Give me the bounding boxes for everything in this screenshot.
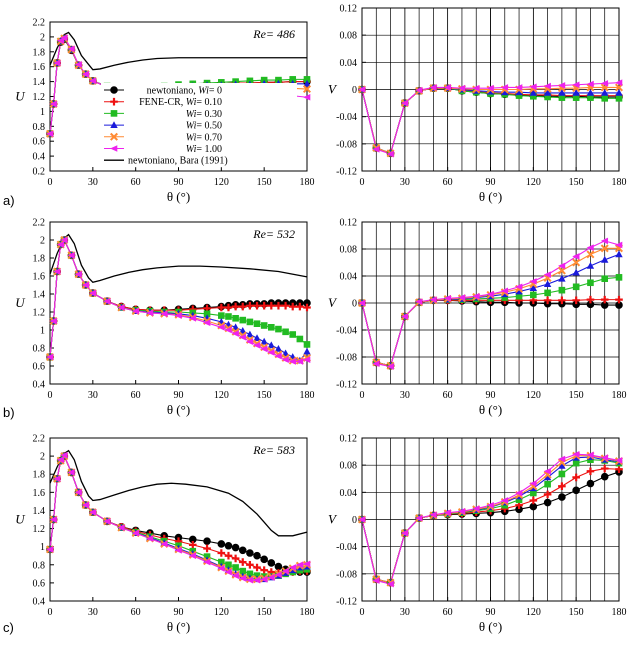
data-point: [601, 275, 608, 282]
data-point: [616, 95, 623, 102]
y-tick-label: 0.4: [32, 379, 45, 391]
series-line: [50, 456, 307, 572]
data-point: [239, 317, 246, 324]
x-axis-label: θ (°): [478, 402, 503, 417]
x-tick-label: 90: [485, 390, 496, 401]
x-axis-label: θ (°): [478, 619, 503, 634]
data-point: [232, 555, 240, 563]
y-tick-label: 1.8: [32, 469, 45, 481]
y-tick-label: -0.12: [336, 596, 357, 608]
legend-suffix: = 0.30: [196, 108, 222, 120]
chart-3: [15, 218, 314, 418]
data-point: [232, 564, 239, 571]
x-tick-label: 180: [299, 390, 315, 401]
data-point: [225, 542, 232, 549]
legend-wi: Wi: [185, 144, 197, 155]
data-point: [544, 290, 551, 297]
reynolds-annotation: Re= 532: [253, 227, 295, 241]
y-tick-label: 0.6: [32, 578, 45, 590]
x-tick-label: 60: [442, 177, 453, 188]
data-point: [289, 331, 296, 338]
legend-prefix: FENE-CR,: [139, 97, 186, 109]
data-point: [239, 558, 247, 566]
data-point: [268, 324, 275, 331]
y-tick-label: -0.08: [336, 352, 357, 364]
data-point: [203, 545, 211, 553]
y-tick-label: -0.08: [336, 139, 357, 151]
data-point: [297, 336, 304, 343]
series-line: [50, 240, 307, 357]
reference-line-bara: [50, 451, 307, 536]
data-point: [544, 481, 551, 488]
data-point: [530, 292, 537, 299]
legend-wi: Wi: [185, 97, 197, 109]
legend-suffix: = 0.50: [196, 120, 222, 132]
y-tick-label: 1.4: [32, 77, 45, 89]
y-tick-label: -0.12: [336, 166, 357, 178]
y-tick-label: 1: [40, 542, 45, 554]
y-tick-label: 0.6: [32, 136, 45, 148]
legend-wi: Wi: [185, 132, 197, 144]
x-tick-label: 30: [87, 607, 98, 618]
y-tick-label: 0.04: [339, 57, 357, 69]
legend-entry: [139, 97, 222, 108]
data-point: [303, 348, 310, 355]
chart-4: [328, 218, 626, 418]
chart-2: [328, 4, 626, 205]
series-line: [50, 240, 307, 361]
reynolds-annotation: Re= 486: [253, 27, 295, 41]
x-tick-label: 120: [525, 607, 541, 618]
data-point: [247, 550, 254, 557]
x-tick-label: 120: [213, 607, 229, 618]
data-point: [616, 274, 623, 281]
y-tick-label: 1.2: [32, 307, 45, 319]
x-tick-label: 150: [568, 607, 584, 618]
y-tick-label: 0.04: [339, 271, 357, 283]
legend-entry: [147, 86, 222, 97]
data-point: [218, 312, 225, 319]
data-point: [275, 563, 282, 570]
data-point: [544, 491, 552, 499]
y-tick-label: 1.4: [32, 289, 45, 301]
data-point: [225, 313, 232, 320]
y-tick-label: 1.6: [32, 62, 45, 74]
data-point: [544, 499, 551, 506]
data-point: [601, 473, 608, 480]
data-point: [559, 471, 566, 478]
data-point: [559, 494, 566, 501]
data-point: [232, 544, 239, 551]
data-point: [232, 315, 239, 322]
data-point: [530, 497, 538, 505]
y-tick-label: 1.2: [32, 92, 45, 103]
panel-label-c: c): [3, 620, 14, 635]
data-point: [239, 547, 246, 554]
y-tick-label: 0.12: [339, 433, 357, 445]
x-tick-label: 30: [399, 177, 410, 188]
x-tick-label: 180: [299, 607, 315, 618]
x-tick-label: 120: [525, 177, 541, 188]
legend-marker: [111, 110, 118, 117]
x-tick-label: 180: [299, 177, 315, 188]
chart-6: [328, 434, 626, 635]
data-point: [587, 467, 595, 475]
y-axis-label: U: [15, 511, 25, 527]
reynolds-annotation: Re= 583: [253, 443, 295, 457]
x-tick-label: 180: [611, 177, 627, 188]
y-tick-label: 0.08: [339, 244, 357, 256]
x-tick-label: 30: [87, 390, 98, 401]
legend-suffix: = 1.00: [196, 144, 222, 155]
chart-5: [15, 434, 314, 635]
y-axis-label: V: [328, 511, 336, 527]
x-tick-label: 90: [485, 607, 496, 618]
x-tick-label: 150: [568, 390, 584, 401]
y-tick-label: 0.08: [339, 460, 357, 472]
data-point: [254, 320, 261, 327]
x-tick-label: 120: [525, 390, 541, 401]
legend-entry: [186, 132, 222, 143]
data-point: [587, 262, 594, 269]
y-tick-label: 1.6: [32, 271, 45, 283]
legend: [101, 83, 297, 167]
y-tick-label: -0.04: [336, 325, 357, 337]
y-tick-label: 0.2: [32, 166, 45, 178]
data-point: [573, 284, 580, 291]
data-point: [253, 564, 261, 572]
reference-line-bara: [50, 235, 307, 283]
x-tick-label: 150: [256, 177, 272, 188]
y-tick-label: 0.8: [32, 343, 45, 355]
x-tick-label: 0: [47, 607, 53, 618]
y-tick-label: 0.08: [339, 30, 357, 42]
y-tick-label: -0.04: [336, 112, 357, 124]
y-tick-label: 2.2: [32, 433, 45, 445]
x-tick-label: 30: [399, 390, 410, 401]
legend-wi: Wi: [198, 85, 209, 97]
y-tick-label: 1.8: [32, 47, 45, 59]
legend-entry: [128, 156, 228, 167]
data-point: [559, 287, 566, 294]
series-line: [50, 456, 307, 576]
y-tick-label: 2: [40, 235, 45, 247]
y-tick-label: 0.4: [32, 151, 45, 163]
x-tick-label: 90: [173, 607, 184, 618]
x-tick-label: 60: [442, 607, 453, 618]
y-tick-label: 2: [40, 451, 45, 463]
y-tick-label: 0.8: [32, 560, 45, 572]
data-point: [558, 482, 566, 490]
x-tick-label: 30: [87, 177, 98, 188]
data-point: [225, 552, 233, 560]
legend-suffix: = 0.10: [196, 97, 222, 109]
x-axis-label: θ (°): [166, 189, 191, 204]
data-point: [601, 95, 608, 102]
x-tick-label: 150: [256, 607, 272, 618]
y-tick-label: -0.12: [336, 379, 357, 391]
y-tick-label: 0: [352, 298, 357, 310]
y-tick-label: 1.8: [32, 253, 45, 265]
x-tick-label: 120: [213, 390, 229, 401]
data-point: [573, 460, 580, 467]
y-tick-label: 1: [40, 106, 45, 118]
legend-entry: [186, 109, 222, 120]
data-point: [601, 465, 609, 473]
y-tick-label: 0.12: [339, 217, 357, 229]
y-tick-label: 0.12: [339, 3, 357, 15]
legend-prefix: newtoniano,: [146, 85, 199, 97]
x-tick-label: 90: [485, 177, 496, 188]
y-axis-label: U: [15, 295, 25, 310]
y-tick-label: 0.6: [32, 361, 45, 373]
x-tick-label: 60: [130, 390, 141, 401]
data-point: [587, 279, 594, 286]
x-tick-label: 0: [359, 177, 365, 188]
data-point: [615, 296, 623, 304]
data-point: [587, 480, 594, 487]
y-tick-label: 0.4: [32, 596, 45, 608]
y-tick-label: 2.2: [32, 17, 45, 29]
x-tick-label: 0: [47, 390, 53, 401]
panel-label-b: b): [3, 405, 15, 420]
legend-wi: Wi: [185, 108, 197, 120]
legend-suffix: = 0.70: [196, 132, 222, 144]
x-tick-label: 60: [130, 177, 141, 188]
y-tick-label: 1.2: [32, 524, 45, 536]
x-tick-label: 90: [173, 177, 184, 188]
data-point: [261, 556, 268, 563]
series-line: [50, 240, 307, 357]
data-point: [275, 326, 282, 333]
x-tick-label: 0: [359, 607, 365, 618]
series-line: [50, 240, 307, 361]
y-tick-label: -0.08: [336, 569, 357, 581]
data-point: [254, 552, 261, 559]
series-line: [50, 456, 307, 573]
legend-prefix: newtoniano, Bara (1991): [128, 155, 228, 167]
y-tick-label: 0.04: [339, 487, 357, 499]
x-tick-label: 90: [173, 390, 184, 401]
y-tick-label: 2.2: [32, 217, 45, 229]
data-point: [282, 329, 289, 336]
x-axis-label: θ (°): [166, 619, 191, 634]
legend-suffix: = 0: [208, 85, 222, 97]
x-tick-label: 180: [611, 607, 627, 618]
y-tick-label: 1.6: [32, 487, 45, 499]
series-line: [50, 240, 307, 357]
data-point: [260, 566, 268, 574]
data-point: [204, 538, 211, 545]
y-tick-label: 1: [40, 325, 45, 337]
x-tick-label: 0: [359, 390, 365, 401]
legend-entry: [186, 144, 222, 155]
x-tick-label: 0: [47, 177, 53, 188]
y-tick-label: 0: [352, 515, 357, 526]
data-point: [530, 503, 537, 510]
y-tick-label: 0: [352, 85, 357, 96]
data-point: [304, 341, 311, 348]
data-point: [572, 269, 579, 276]
legend-entry: [186, 121, 222, 132]
y-tick-label: 2: [40, 32, 45, 44]
x-tick-label: 150: [568, 177, 584, 188]
x-tick-label: 180: [611, 390, 627, 401]
data-point: [601, 296, 609, 304]
data-point: [218, 549, 226, 557]
legend-marker: [111, 87, 118, 94]
data-point: [247, 319, 254, 326]
x-tick-label: 30: [399, 607, 410, 618]
y-axis-label: V: [328, 81, 336, 97]
y-tick-label: 1.4: [32, 505, 45, 517]
y-tick-label: -0.04: [336, 542, 357, 554]
data-point: [246, 561, 254, 569]
data-point: [572, 474, 580, 482]
x-axis-label: θ (°): [166, 402, 191, 417]
y-tick-label: 0.8: [32, 121, 45, 133]
data-point: [573, 487, 580, 494]
legend-wi: Wi: [185, 120, 197, 132]
y-axis-label: U: [15, 88, 25, 104]
x-tick-label: 150: [256, 390, 272, 401]
x-axis-label: θ (°): [478, 189, 503, 204]
x-tick-label: 60: [130, 607, 141, 618]
data-point: [268, 560, 275, 567]
x-tick-label: 120: [213, 177, 229, 188]
y-axis-label: V: [328, 295, 336, 310]
data-point: [218, 541, 225, 548]
panel-label-a: a): [3, 193, 15, 208]
data-point: [189, 541, 197, 549]
data-point: [261, 322, 268, 329]
x-tick-label: 60: [442, 390, 453, 401]
